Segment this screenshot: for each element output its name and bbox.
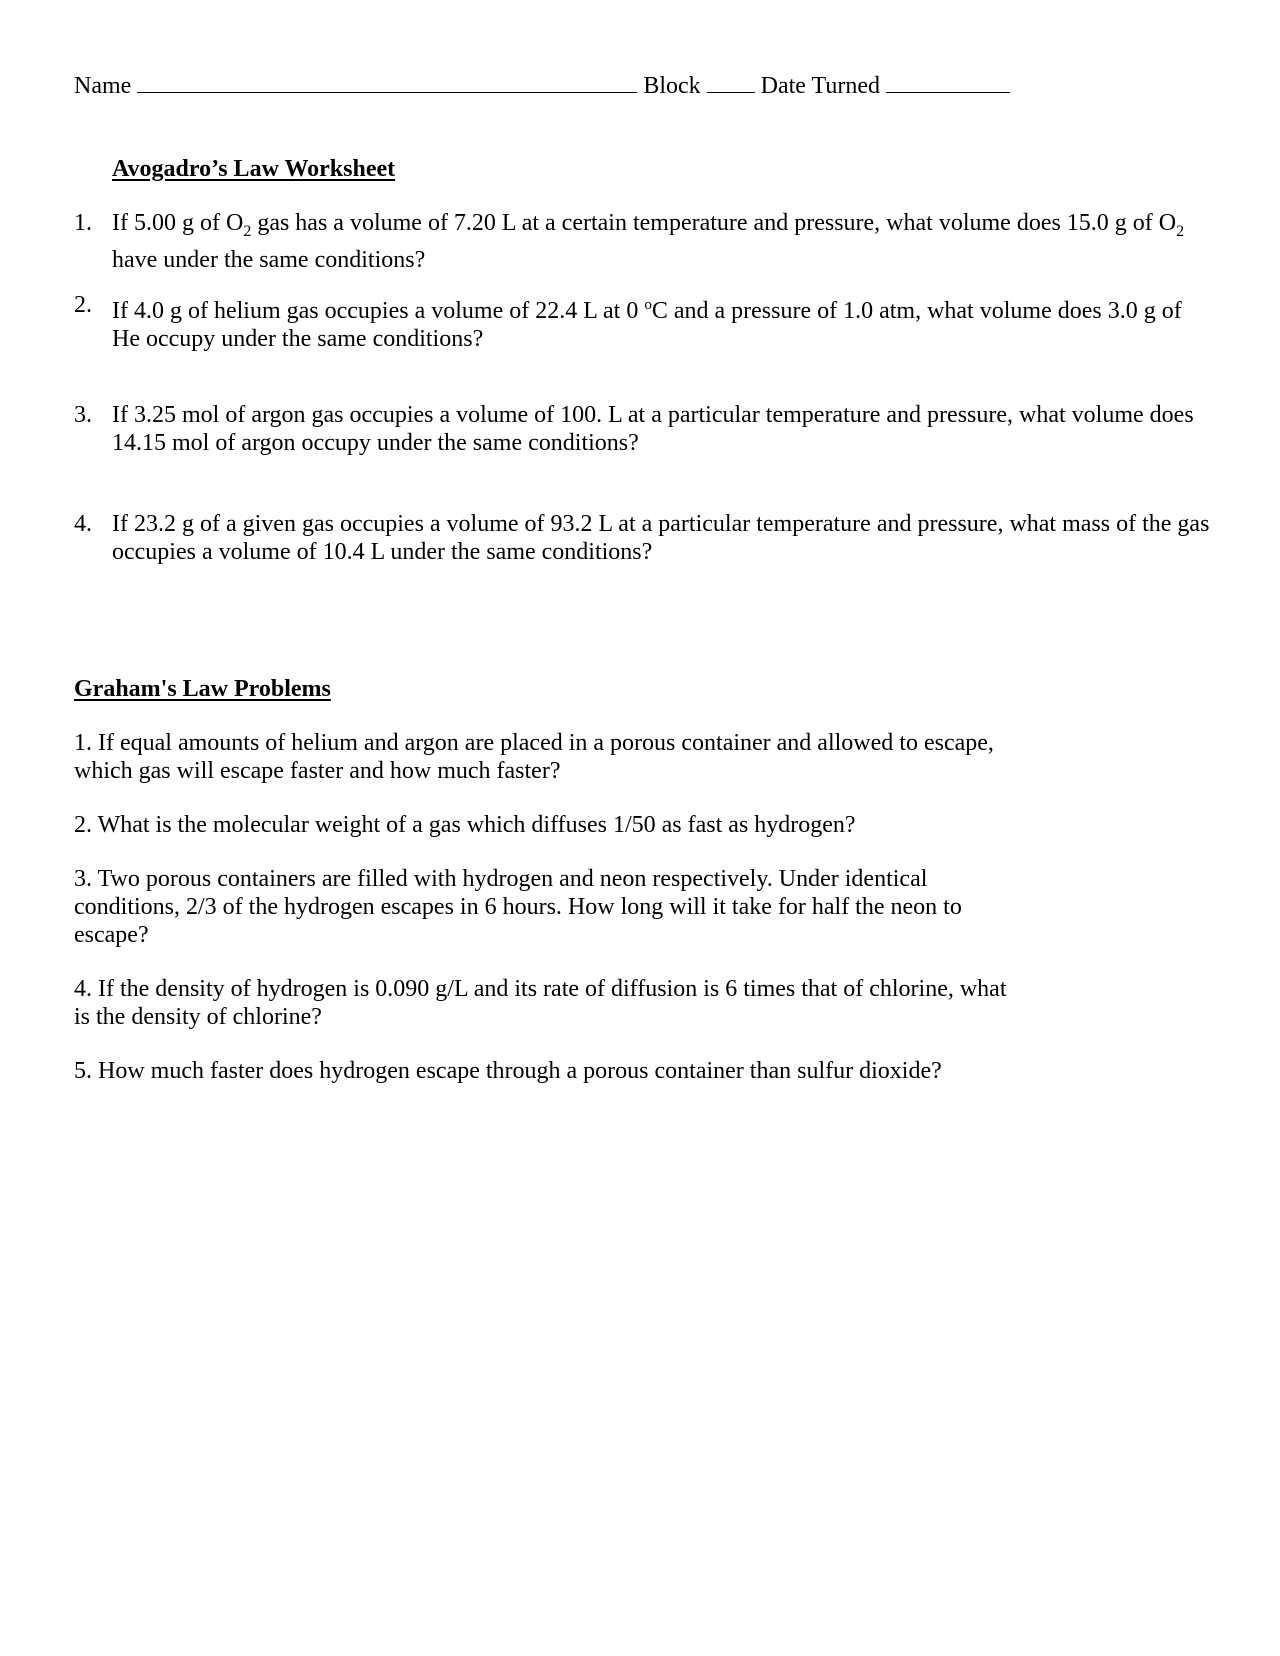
avogadro-q3-text: If 3.25 mol of argon gas occupies a volume of 100. L at a particular temperature and pressure, what volume does 14.15 mol of argon occupy under the same conditions? [112,402,1194,456]
avogadro-q2-text [112,291,1212,353]
q1-part-c: have under the same conditions? [112,246,426,273]
graham-title: Graham's Law Problems [74,676,331,702]
block-label: Block [643,73,701,99]
q1-subscript-a: 2 [243,222,252,240]
q2-part-a: If 4.0 g of helium gas occupies a volume of 22.4 L at 0 [112,298,645,324]
header-line [74,72,1010,100]
graham-q1-text: 1. If equal amounts of helium and argon are placed in a porous container and allowed to escape, which gas will escape faster and how much faster? [74,730,994,784]
date-label: Date Turned [760,73,880,99]
block-blank [707,72,755,93]
avogadro-q4-number: 4. [74,511,92,537]
q1-part-a: If 5.00 g of O [112,210,244,236]
q2-degree-sup: o [644,297,652,313]
q2-part-b: C and a pressure of 1.0 atm, what volume does 3.0 g of He occupy under the same conditions? [112,298,1182,352]
avogadro-q3-number: 3. [74,402,92,428]
graham-q3-text: 3. Two porous containers are filled with hydrogen and neon respectively. Under identical conditions, 2/3 of the hydrogen escapes in 6 hours. How long will it take for half the neon to escape? [74,866,962,948]
graham-q5-text: 5. How much faster does hydrogen escape through a porous container than sulfur dioxide? [74,1058,942,1084]
name-blank [137,72,637,93]
date-blank [886,72,1010,93]
name-label: Name [74,73,132,99]
graham-q2-text: 2. What is the molecular weight of a gas which diffuses 1/50 as fast as hydrogen? [74,812,856,838]
q1-subscript-b: 2 [1176,222,1185,240]
avogadro-q1-text [112,209,1212,274]
avogadro-title: Avogadro’s Law Worksheet [112,156,396,182]
avogadro-q1-number: 1. [74,210,92,236]
graham-q4-text: 4. If the density of hydrogen is 0.090 g/L and its rate of diffusion is 6 times that of chlorine, what is the density of chlorine? [74,976,1007,1030]
q1-part-b: gas has a volume of 7.20 L at a certain temperature and pressure, what volume does 15.0 g of O [251,210,1177,236]
avogadro-q2-number: 2. [74,292,92,318]
avogadro-q4-text: If 23.2 g of a given gas occupies a volume of 93.2 L at a particular temperature and pressure, what mass of the gas occupies a volume of 10.4 L under the same conditions? [112,511,1210,565]
